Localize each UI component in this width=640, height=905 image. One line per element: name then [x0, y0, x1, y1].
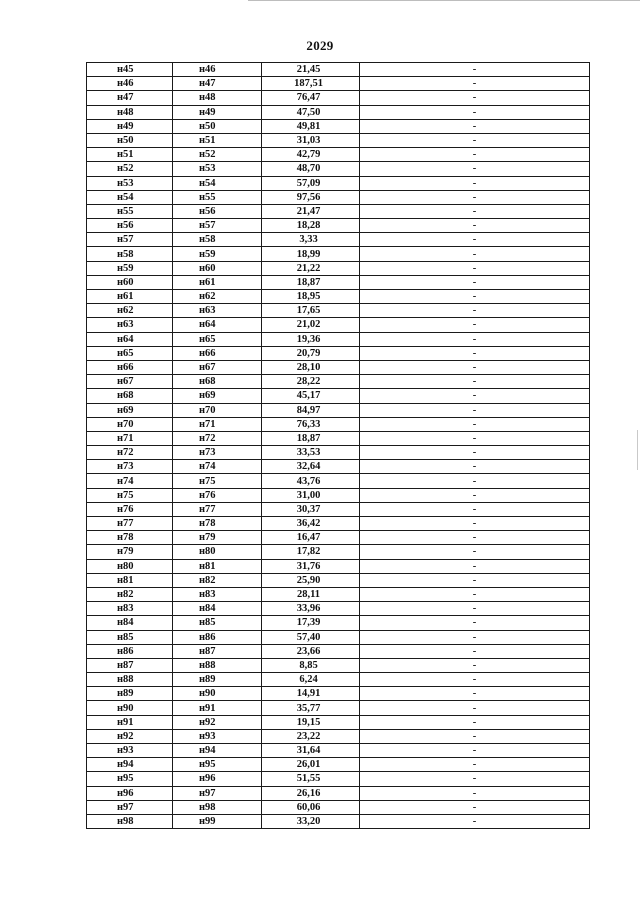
point-to-cell: н94: [173, 744, 262, 758]
point-to-cell: н98: [173, 800, 262, 814]
boundary-table: [86, 62, 590, 829]
note-cell: -: [360, 786, 590, 800]
table-row: [87, 644, 590, 658]
point-to-cell: н70: [173, 403, 262, 417]
note-cell: -: [360, 77, 590, 91]
point-from-cell: н54: [87, 190, 173, 204]
point-from-cell: н60: [87, 275, 173, 289]
length-cell: 28,22: [262, 375, 360, 389]
table-row: [87, 474, 590, 488]
point-from-cell: н53: [87, 176, 173, 190]
point-to-cell: н71: [173, 417, 262, 431]
point-to-cell: н59: [173, 247, 262, 261]
note-cell: -: [360, 290, 590, 304]
point-from-cell: н55: [87, 204, 173, 218]
length-cell: 28,10: [262, 360, 360, 374]
note-cell: -: [360, 403, 590, 417]
point-to-cell: н96: [173, 772, 262, 786]
point-from-cell: н51: [87, 148, 173, 162]
point-from-cell: н65: [87, 346, 173, 360]
table-row: [87, 360, 590, 374]
length-cell: 76,33: [262, 417, 360, 431]
note-cell: -: [360, 573, 590, 587]
length-cell: 31,64: [262, 744, 360, 758]
table-row: [87, 290, 590, 304]
point-from-cell: н96: [87, 786, 173, 800]
length-cell: 6,24: [262, 673, 360, 687]
note-cell: -: [360, 644, 590, 658]
page-number: 2029: [306, 38, 334, 53]
table-row: [87, 517, 590, 531]
length-cell: 18,87: [262, 431, 360, 445]
length-cell: 3,33: [262, 233, 360, 247]
length-cell: 60,06: [262, 800, 360, 814]
point-to-cell: н66: [173, 346, 262, 360]
length-cell: 36,42: [262, 517, 360, 531]
note-cell: -: [360, 162, 590, 176]
table-row: [87, 545, 590, 559]
length-cell: 18,28: [262, 219, 360, 233]
note-cell: -: [360, 715, 590, 729]
note-cell: -: [360, 559, 590, 573]
point-to-cell: н77: [173, 502, 262, 516]
point-to-cell: н73: [173, 446, 262, 460]
point-from-cell: н80: [87, 559, 173, 573]
table-row: [87, 119, 590, 133]
point-to-cell: н53: [173, 162, 262, 176]
point-to-cell: н95: [173, 758, 262, 772]
point-from-cell: н77: [87, 517, 173, 531]
point-from-cell: н63: [87, 318, 173, 332]
point-to-cell: н65: [173, 332, 262, 346]
table-row: [87, 77, 590, 91]
point-to-cell: н67: [173, 360, 262, 374]
table-row: [87, 375, 590, 389]
point-to-cell: н61: [173, 275, 262, 289]
point-from-cell: н90: [87, 701, 173, 715]
point-from-cell: н98: [87, 814, 173, 828]
length-cell: 31,76: [262, 559, 360, 573]
point-to-cell: н87: [173, 644, 262, 658]
note-cell: -: [360, 630, 590, 644]
point-from-cell: н87: [87, 658, 173, 672]
point-from-cell: н88: [87, 673, 173, 687]
point-to-cell: н48: [173, 91, 262, 105]
table-row: [87, 729, 590, 743]
note-cell: -: [360, 148, 590, 162]
note-cell: -: [360, 687, 590, 701]
table-row: [87, 91, 590, 105]
length-cell: 57,09: [262, 176, 360, 190]
length-cell: 49,81: [262, 119, 360, 133]
table-row: [87, 616, 590, 630]
table-row: [87, 687, 590, 701]
point-to-cell: н82: [173, 573, 262, 587]
length-cell: 16,47: [262, 531, 360, 545]
point-from-cell: н62: [87, 304, 173, 318]
note-cell: -: [360, 531, 590, 545]
point-from-cell: н70: [87, 417, 173, 431]
length-cell: 32,64: [262, 460, 360, 474]
table-row: [87, 318, 590, 332]
length-cell: 31,00: [262, 488, 360, 502]
point-from-cell: н85: [87, 630, 173, 644]
length-cell: 28,11: [262, 587, 360, 601]
note-cell: -: [360, 219, 590, 233]
point-to-cell: н79: [173, 531, 262, 545]
point-to-cell: н68: [173, 375, 262, 389]
table-row: [87, 673, 590, 687]
note-cell: -: [360, 545, 590, 559]
table-row: [87, 133, 590, 147]
point-to-cell: н54: [173, 176, 262, 190]
length-cell: 23,66: [262, 644, 360, 658]
table-row: [87, 587, 590, 601]
point-to-cell: н83: [173, 587, 262, 601]
note-cell: -: [360, 261, 590, 275]
point-from-cell: н49: [87, 119, 173, 133]
point-to-cell: н56: [173, 204, 262, 218]
note-cell: -: [360, 460, 590, 474]
length-cell: 97,56: [262, 190, 360, 204]
point-to-cell: н72: [173, 431, 262, 445]
note-cell: -: [360, 814, 590, 828]
table-row: [87, 602, 590, 616]
note-cell: -: [360, 375, 590, 389]
length-cell: 84,97: [262, 403, 360, 417]
note-cell: -: [360, 318, 590, 332]
length-cell: 187,51: [262, 77, 360, 91]
point-from-cell: н66: [87, 360, 173, 374]
table-row: [87, 219, 590, 233]
table-row: [87, 332, 590, 346]
table-row: [87, 247, 590, 261]
note-cell: -: [360, 729, 590, 743]
table-row: [87, 346, 590, 360]
length-cell: 8,85: [262, 658, 360, 672]
length-cell: 48,70: [262, 162, 360, 176]
point-to-cell: н46: [173, 63, 262, 77]
point-from-cell: н84: [87, 616, 173, 630]
note-cell: -: [360, 190, 590, 204]
point-to-cell: н78: [173, 517, 262, 531]
length-cell: 19,36: [262, 332, 360, 346]
table-row: [87, 814, 590, 828]
length-cell: 23,22: [262, 729, 360, 743]
point-to-cell: н99: [173, 814, 262, 828]
length-cell: 26,16: [262, 786, 360, 800]
length-cell: 21,22: [262, 261, 360, 275]
point-from-cell: н47: [87, 91, 173, 105]
table-row: [87, 786, 590, 800]
point-from-cell: н86: [87, 644, 173, 658]
point-from-cell: н92: [87, 729, 173, 743]
point-from-cell: н48: [87, 105, 173, 119]
note-cell: -: [360, 488, 590, 502]
length-cell: 14,91: [262, 687, 360, 701]
point-to-cell: н90: [173, 687, 262, 701]
point-to-cell: н81: [173, 559, 262, 573]
point-from-cell: н91: [87, 715, 173, 729]
table-row: [87, 630, 590, 644]
note-cell: -: [360, 275, 590, 289]
point-from-cell: н97: [87, 800, 173, 814]
length-cell: 57,40: [262, 630, 360, 644]
note-cell: -: [360, 758, 590, 772]
point-to-cell: н76: [173, 488, 262, 502]
table-row: [87, 162, 590, 176]
point-to-cell: н80: [173, 545, 262, 559]
table-row: [87, 488, 590, 502]
length-cell: 35,77: [262, 701, 360, 715]
table-row: [87, 502, 590, 516]
point-from-cell: н61: [87, 290, 173, 304]
length-cell: 21,02: [262, 318, 360, 332]
table-row: [87, 233, 590, 247]
point-from-cell: н69: [87, 403, 173, 417]
point-from-cell: н57: [87, 233, 173, 247]
point-from-cell: н50: [87, 133, 173, 147]
note-cell: -: [360, 772, 590, 786]
length-cell: 30,37: [262, 502, 360, 516]
point-to-cell: н58: [173, 233, 262, 247]
point-to-cell: н52: [173, 148, 262, 162]
note-cell: -: [360, 800, 590, 814]
table-row: [87, 573, 590, 587]
point-from-cell: н75: [87, 488, 173, 502]
table-row: [87, 559, 590, 573]
note-cell: -: [360, 474, 590, 488]
table-row: [87, 460, 590, 474]
table-row: [87, 417, 590, 431]
point-to-cell: н55: [173, 190, 262, 204]
point-from-cell: н58: [87, 247, 173, 261]
point-from-cell: н89: [87, 687, 173, 701]
point-from-cell: н56: [87, 219, 173, 233]
point-to-cell: н88: [173, 658, 262, 672]
table-row: [87, 304, 590, 318]
length-cell: 76,47: [262, 91, 360, 105]
table-row: [87, 446, 590, 460]
length-cell: 51,55: [262, 772, 360, 786]
point-from-cell: н46: [87, 77, 173, 91]
point-from-cell: н45: [87, 63, 173, 77]
length-cell: 18,99: [262, 247, 360, 261]
length-cell: 21,47: [262, 204, 360, 218]
length-cell: 21,45: [262, 63, 360, 77]
length-cell: 17,39: [262, 616, 360, 630]
point-to-cell: н47: [173, 77, 262, 91]
point-to-cell: н62: [173, 290, 262, 304]
table-row: [87, 275, 590, 289]
table-body: [87, 63, 590, 829]
note-cell: -: [360, 744, 590, 758]
point-from-cell: н74: [87, 474, 173, 488]
point-to-cell: н50: [173, 119, 262, 133]
point-from-cell: н95: [87, 772, 173, 786]
table-row: [87, 800, 590, 814]
point-to-cell: н92: [173, 715, 262, 729]
table-row: [87, 176, 590, 190]
table-row: [87, 431, 590, 445]
table-row: [87, 261, 590, 275]
table-row: [87, 758, 590, 772]
note-cell: -: [360, 119, 590, 133]
point-to-cell: н69: [173, 389, 262, 403]
point-from-cell: н93: [87, 744, 173, 758]
length-cell: 43,76: [262, 474, 360, 488]
length-cell: 19,15: [262, 715, 360, 729]
length-cell: 18,87: [262, 275, 360, 289]
length-cell: 25,90: [262, 573, 360, 587]
length-cell: 47,50: [262, 105, 360, 119]
top-rule: [248, 0, 640, 1]
length-cell: 42,79: [262, 148, 360, 162]
note-cell: -: [360, 105, 590, 119]
point-from-cell: н68: [87, 389, 173, 403]
note-cell: -: [360, 389, 590, 403]
note-cell: -: [360, 233, 590, 247]
note-cell: -: [360, 63, 590, 77]
table-row: [87, 531, 590, 545]
point-to-cell: н85: [173, 616, 262, 630]
point-to-cell: н89: [173, 673, 262, 687]
note-cell: -: [360, 616, 590, 630]
note-cell: -: [360, 204, 590, 218]
table-row: [87, 744, 590, 758]
length-cell: 33,53: [262, 446, 360, 460]
point-from-cell: н64: [87, 332, 173, 346]
point-to-cell: н86: [173, 630, 262, 644]
note-cell: -: [360, 446, 590, 460]
length-cell: 26,01: [262, 758, 360, 772]
note-cell: -: [360, 417, 590, 431]
note-cell: -: [360, 176, 590, 190]
note-cell: -: [360, 431, 590, 445]
point-to-cell: н74: [173, 460, 262, 474]
table-row: [87, 772, 590, 786]
length-cell: 20,79: [262, 346, 360, 360]
note-cell: -: [360, 602, 590, 616]
note-cell: -: [360, 502, 590, 516]
length-cell: 17,82: [262, 545, 360, 559]
point-to-cell: н49: [173, 105, 262, 119]
table-row: [87, 715, 590, 729]
note-cell: -: [360, 91, 590, 105]
point-to-cell: н84: [173, 602, 262, 616]
length-cell: 33,96: [262, 602, 360, 616]
point-to-cell: н75: [173, 474, 262, 488]
table-row: [87, 389, 590, 403]
point-from-cell: н71: [87, 431, 173, 445]
point-to-cell: н64: [173, 318, 262, 332]
table-row: [87, 204, 590, 218]
point-to-cell: н93: [173, 729, 262, 743]
point-to-cell: н63: [173, 304, 262, 318]
point-from-cell: н76: [87, 502, 173, 516]
note-cell: -: [360, 673, 590, 687]
point-from-cell: н59: [87, 261, 173, 275]
note-cell: -: [360, 701, 590, 715]
table-row: [87, 701, 590, 715]
note-cell: -: [360, 304, 590, 318]
table-row: [87, 658, 590, 672]
table-row: [87, 148, 590, 162]
note-cell: -: [360, 587, 590, 601]
point-from-cell: н81: [87, 573, 173, 587]
point-from-cell: н73: [87, 460, 173, 474]
table-row: [87, 105, 590, 119]
point-to-cell: н97: [173, 786, 262, 800]
point-to-cell: н91: [173, 701, 262, 715]
point-from-cell: н72: [87, 446, 173, 460]
note-cell: -: [360, 346, 590, 360]
point-to-cell: н60: [173, 261, 262, 275]
table-row: [87, 63, 590, 77]
length-cell: 18,95: [262, 290, 360, 304]
note-cell: -: [360, 517, 590, 531]
boundary-table-container: [86, 62, 589, 829]
length-cell: 33,20: [262, 814, 360, 828]
length-cell: 31,03: [262, 133, 360, 147]
point-from-cell: н79: [87, 545, 173, 559]
table-row: [87, 190, 590, 204]
length-cell: 45,17: [262, 389, 360, 403]
length-cell: 17,65: [262, 304, 360, 318]
point-to-cell: н51: [173, 133, 262, 147]
note-cell: -: [360, 658, 590, 672]
note-cell: -: [360, 247, 590, 261]
point-from-cell: н67: [87, 375, 173, 389]
point-from-cell: н82: [87, 587, 173, 601]
point-from-cell: н83: [87, 602, 173, 616]
note-cell: -: [360, 332, 590, 346]
point-from-cell: н52: [87, 162, 173, 176]
point-from-cell: н78: [87, 531, 173, 545]
point-from-cell: н94: [87, 758, 173, 772]
note-cell: -: [360, 133, 590, 147]
scan-edge-mark: [637, 430, 638, 470]
table-row: [87, 403, 590, 417]
point-to-cell: н57: [173, 219, 262, 233]
note-cell: -: [360, 360, 590, 374]
